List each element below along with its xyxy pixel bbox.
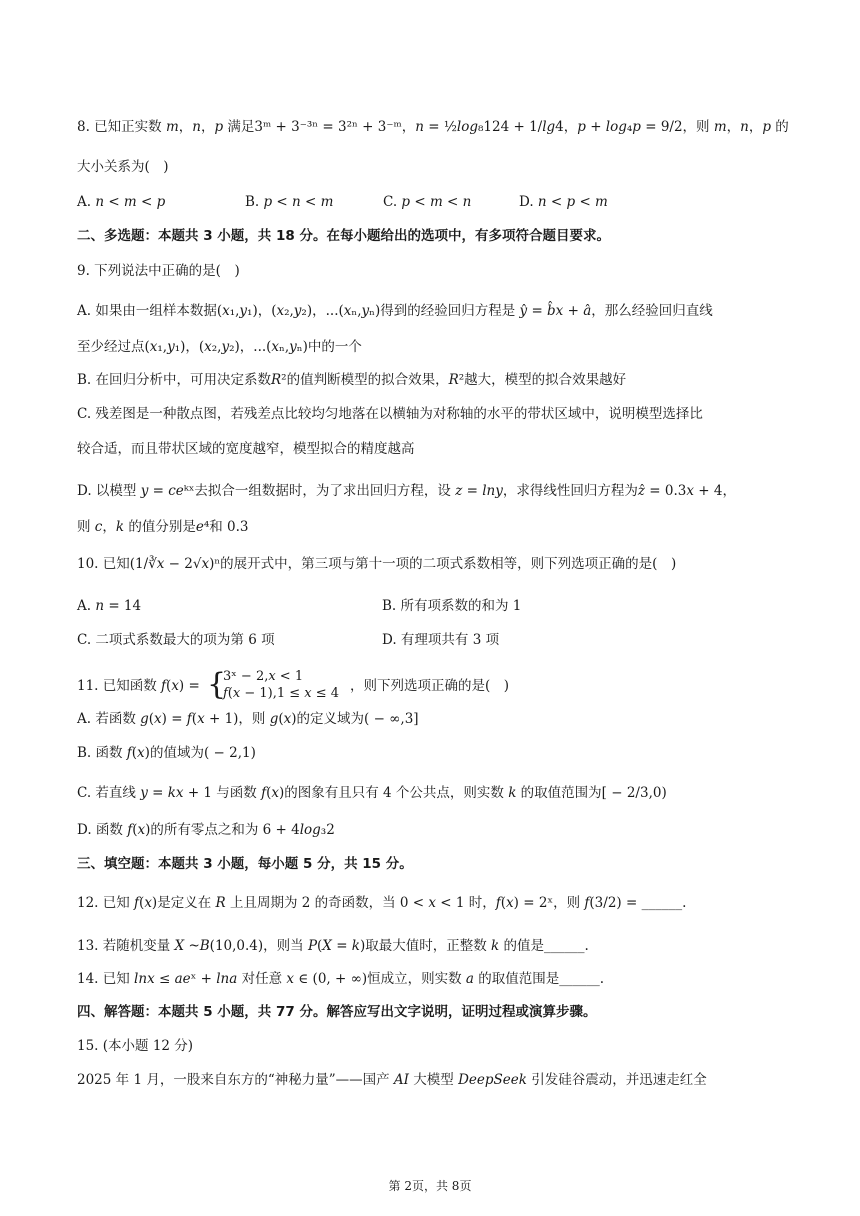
q10-option-b: B. 所有项系数的和为 1 bbox=[382, 598, 522, 614]
q9-stem: 9. 下列说法中正确的是( ) bbox=[77, 263, 240, 279]
q11-option-a: A. 若函数 𝑔(𝑥) = 𝑓(𝑥 + 1)，则 𝑔(𝑥)的定义域为( − ∞,3] bbox=[77, 711, 419, 727]
q9-option-b: B. 在回归分析中，可用决定系数𝑅²的值判断模型的拟合效果，𝑅²越大，模型的拟合效果越好 bbox=[77, 372, 627, 388]
q11-stem bbox=[77, 668, 800, 704]
q13-text: 13. 若随机变量 𝑋 ~𝐵(10,0.4)，则当 𝑃(𝑋 = 𝑘)取最大值时，正整数 𝑘 的值是______. bbox=[77, 938, 589, 954]
q11-stem-tail: ，则下列选项正确的是( ) bbox=[350, 678, 510, 694]
q10-option-d: D. 有理项共有 3 项 bbox=[382, 632, 500, 648]
q8-option-b: B. 𝑝 < 𝑛 < 𝑚 bbox=[245, 194, 334, 210]
q9-option-a-cont: 至少经过点(𝑥₁,𝑦₁)，(𝑥₂,𝑦₂)，...(𝑥ₙ,𝑦ₙ)中的一个 bbox=[77, 339, 362, 355]
q8-stem: 8. 已知正实数 𝑚，𝑛，𝑝 满足3ᵐ + 3⁻³ⁿ = 3²ⁿ + 3⁻ᵐ，𝑛 = ½𝑙𝑜𝑔₈124 + 1/𝑙𝑔4，𝑝 + 𝑙𝑜𝑔₄𝑝 = 9/2，则 𝑚，𝑛，𝑝 的 bbox=[77, 119, 789, 135]
q11-stem-lead: 11. 已知函数 𝑓(𝑥) = bbox=[77, 678, 200, 694]
section-heading-solve: 四、解答题：本题共 5 小题，共 77 分。解答应写出文字说明，证明过程或演算步骤。 bbox=[77, 1004, 597, 1020]
q8-option-c: C. 𝑝 < 𝑚 < 𝑛 bbox=[383, 194, 472, 210]
q9-option-d-cont: 则 𝑐，𝑘 的值分别是𝑒⁴和 0.3 bbox=[77, 519, 249, 535]
q15-text: 2025 年 1 月，一股来自东方的“神秘力量”——国产 𝐴𝐼 大模型 𝐷𝑒𝑒𝑝𝑆𝑒𝑒𝑘 引发硅谷震动，并迅速走红全 bbox=[77, 1072, 707, 1088]
q11-case-1: 3ˣ − 2,𝑥 < 1 bbox=[223, 669, 304, 684]
q9-option-c: C. 残差图是一种散点图，若残差点比较均匀地落在以横轴为对称轴的水平的带状区域中，说明模型选择比 bbox=[77, 406, 703, 422]
q8-option-a: A. 𝑛 < 𝑚 < 𝑝 bbox=[77, 194, 166, 210]
q11-option-d: D. 函数 𝑓(𝑥)的所有零点之和为 6 + 4𝑙𝑜𝑔₃2 bbox=[77, 822, 335, 838]
piecewise-brace: { bbox=[207, 667, 227, 702]
q11-case-2: 𝑓(𝑥 − 1),1 ≤ 𝑥 ≤ 4 bbox=[223, 686, 340, 701]
section-heading-fill: 三、填空题：本题共 3 小题，每小题 5 分，共 15 分。 bbox=[77, 856, 413, 872]
q9-option-d: D. 以模型 𝑦 = 𝑐𝑒ᵏˣ去拟合一组数据时，为了求出回归方程，设 𝑧 = 𝑙𝑛𝑦，求得线性回归方程为𝑧̂ = 0.3𝑥 + 4， bbox=[77, 483, 736, 499]
q8-option-d: D. 𝑛 < 𝑝 < 𝑚 bbox=[519, 194, 608, 210]
page-footer: 第 2页，共 8页 bbox=[388, 1179, 472, 1193]
q10-option-c: C. 二项式系数最大的项为第 6 项 bbox=[77, 632, 275, 648]
q15-heading: 15. (本小题 12 分) bbox=[77, 1038, 194, 1054]
q12-text: 12. 已知 𝑓(𝑥)是定义在 𝑅 上且周期为 2 的奇函数，当 0 < 𝑥 < 1 时，𝑓(𝑥) = 2ˣ，则 𝑓(3/2) = ______. bbox=[77, 895, 687, 911]
q14-text: 14. 已知 𝑙𝑛𝑥 ≤ 𝑎𝑒ˣ + 𝑙𝑛𝑎 对任意 𝑥 ∈ (0, + ∞)恒成立，则实数 𝑎 的取值范围是______. bbox=[77, 971, 605, 987]
q10-stem: 10. 已知(1/∛𝑥 − 2√𝑥)ⁿ的展开式中，第三项与第十一项的二项式系数相等，则下列选项正确的是( ) bbox=[77, 556, 677, 572]
q11-option-c: C. 若直线 𝑦 = 𝑘𝑥 + 1 与函数 𝑓(𝑥)的图象有且只有 4 个公共点，则实数 𝑘 的取值范围为[ − 2/3,0) bbox=[77, 785, 667, 801]
q10-option-a: A. 𝑛 = 14 bbox=[77, 598, 142, 614]
q8-stem-cont: 大小关系为( ) bbox=[77, 159, 169, 175]
section-heading-multi: 二、多选题：本题共 3 小题，共 18 分。在每小题给出的选项中，有多项符合题目要求。 bbox=[77, 228, 610, 244]
q9-option-c-cont: 较合适，而且带状区域的宽度越窄，模型拟合的精度越高 bbox=[77, 441, 415, 457]
q11-option-b: B. 函数 𝑓(𝑥)的值域为( − 2,1) bbox=[77, 745, 256, 761]
q9-option-a: A. 如果由一组样本数据(𝑥₁,𝑦₁)，(𝑥₂,𝑦₂)，...(𝑥ₙ,𝑦ₙ)得到的经验回归方程是 𝑦̂ = 𝑏̂𝑥 + 𝑎̂，那么经验回归直线 bbox=[77, 303, 713, 319]
